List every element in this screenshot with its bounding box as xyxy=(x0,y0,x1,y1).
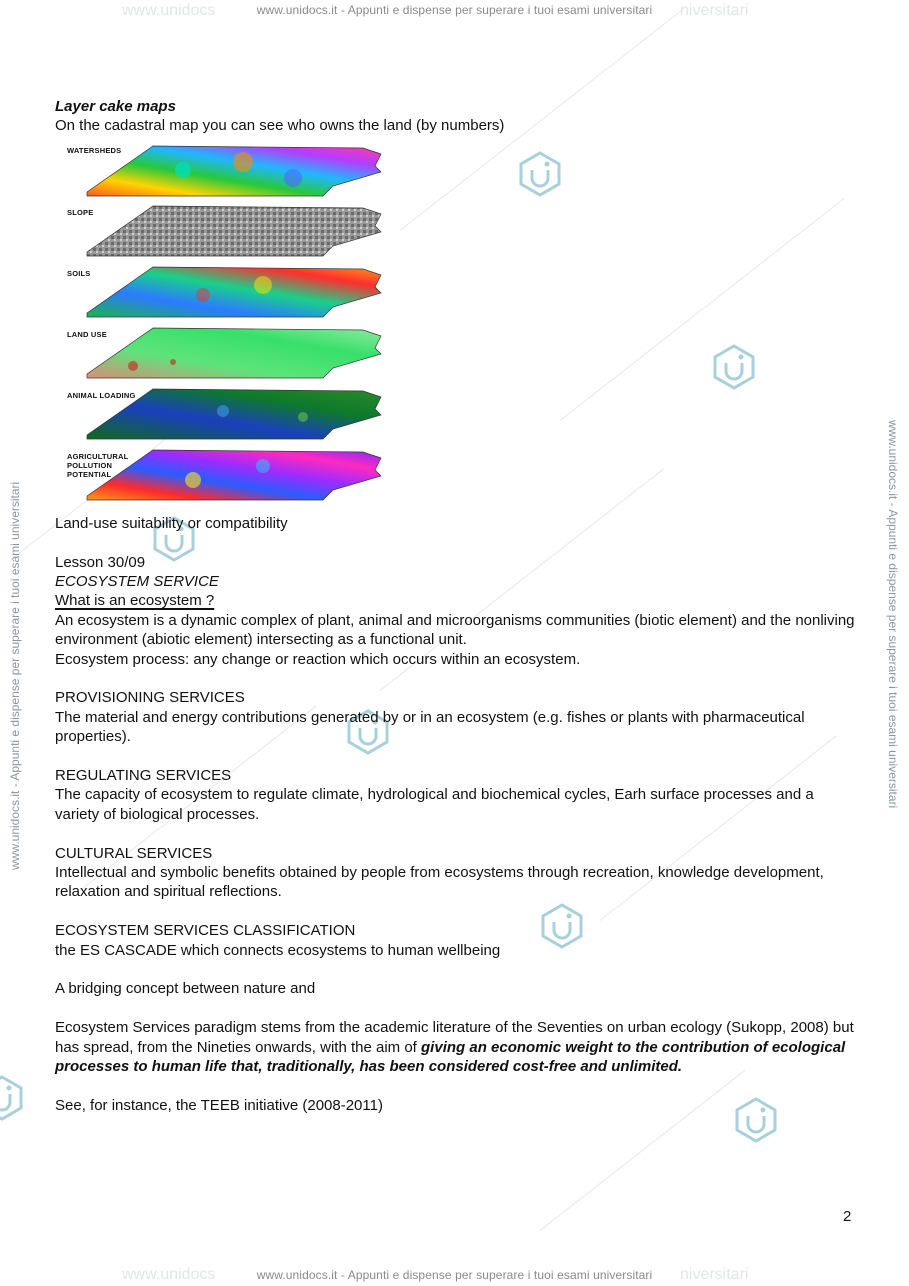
watermark-ghost-text: www.unidocs xyxy=(122,1266,216,1283)
regulating-text: The capacity of ecosystem to regulate climate, hydrological and biochemical cycles, Earh surface processes and a variety of biological processes. xyxy=(55,786,814,823)
paradigm-emphasis: giving an economic weight to the contribution of ecological processes to human life that, traditionally, has been considered cost-free and unlimited. xyxy=(55,1038,846,1076)
intro-paragraph: On the cadastral map you can see who owns the land (by numbers) xyxy=(55,117,505,135)
layer-cake-figure xyxy=(63,138,393,508)
layer-label: LAND USE xyxy=(67,329,107,339)
watermark-banner-top: www.unidocs.it - Appunti e dispense per superare i tuoi esami universitari xyxy=(256,3,653,17)
layer-label: AGRICULTURAL POLLUTION POTENTIAL xyxy=(67,451,129,479)
section-heading: Layer cake maps xyxy=(55,98,176,115)
unidocs-logo-icon xyxy=(0,1074,26,1122)
watermark-side-right: www.unidocs.it - Appunti e dispense per superare i tuoi esami universitari xyxy=(886,420,900,809)
ecosystem-process: Ecosystem process: any change or reaction which occurs within an ecosystem. xyxy=(55,650,581,668)
paradigm-plain: Ecosystem Services paradigm stems from the academic literature of the Seventies on urban ecology (Sukopp, 2008) but has spread, from the Nineties onwards, with the aim of xyxy=(55,1019,854,1056)
layer-map-agricultural-pollution xyxy=(63,444,393,504)
layer-label: ANIMAL LOADING xyxy=(67,390,136,400)
layer-map-land-use xyxy=(63,322,393,382)
paradigm-paragraph xyxy=(55,1018,855,1076)
cultural-text: Intellectual and symbolic benefits obtained by people from ecosystems through recreation, knowledge development, relaxation and spiritual reflections. xyxy=(55,864,824,901)
ecosystem-definition: An ecosystem is a dynamic complex of plant, animal and microorganisms communities (biotic element) and the nonliving environment (abiotic element) intersecting as a functional unit. xyxy=(55,611,855,649)
provisioning-title: PROVISIONING SERVICES xyxy=(55,689,245,707)
watermark-side-left: www.unidocs.it - Appunti e dispense per superare i tuoi esami universitari xyxy=(8,481,22,870)
regulating-title: REGULATING SERVICES xyxy=(55,767,232,785)
document-body xyxy=(55,97,855,1115)
teeb-line: See, for instance, the TEEB initiative (2008-2011) xyxy=(55,1096,383,1114)
watermark-banner-bottom: www.unidocs.it - Appunti e dispense per superare i tuoi esami universitari xyxy=(256,1268,653,1282)
provisioning-text: The material and energy contributions generated by or in an ecosystem (e.g. fishes or plants with pharmaceutical properties). xyxy=(55,708,805,746)
classification-text: the ES CASCADE which connects ecosystems to human wellbeing xyxy=(55,941,501,959)
question-heading: What is an ecosystem ? xyxy=(55,592,215,610)
layer-map-watersheds xyxy=(63,140,393,200)
page-number: 2 xyxy=(843,1208,852,1225)
bridging-line: A bridging concept between nature and xyxy=(55,980,316,998)
layer-map-animal-loading xyxy=(63,383,393,443)
watermark-ghost-text: niversitari xyxy=(680,1266,749,1283)
lesson-date: Lesson 30/09 xyxy=(55,553,146,571)
layer-label: SLOPE xyxy=(67,207,94,217)
layer-map-slope xyxy=(63,200,393,260)
layer-map-soils xyxy=(63,261,393,321)
layer-label: SOILS xyxy=(67,268,91,278)
classification-title: ECOSYSTEM SERVICES CLASSIFICATION xyxy=(55,922,356,940)
layer-label: WATERSHEDS xyxy=(67,145,122,155)
land-use-line: Land-use suitability or compatibility xyxy=(55,514,288,532)
cultural-title: CULTURAL SERVICES xyxy=(55,844,213,862)
watermark-ghost-text: niversitari xyxy=(680,2,749,19)
watermark-ghost-text: www.unidocs xyxy=(122,2,216,19)
section-title: ECOSYSTEM SERVICE xyxy=(55,573,219,591)
